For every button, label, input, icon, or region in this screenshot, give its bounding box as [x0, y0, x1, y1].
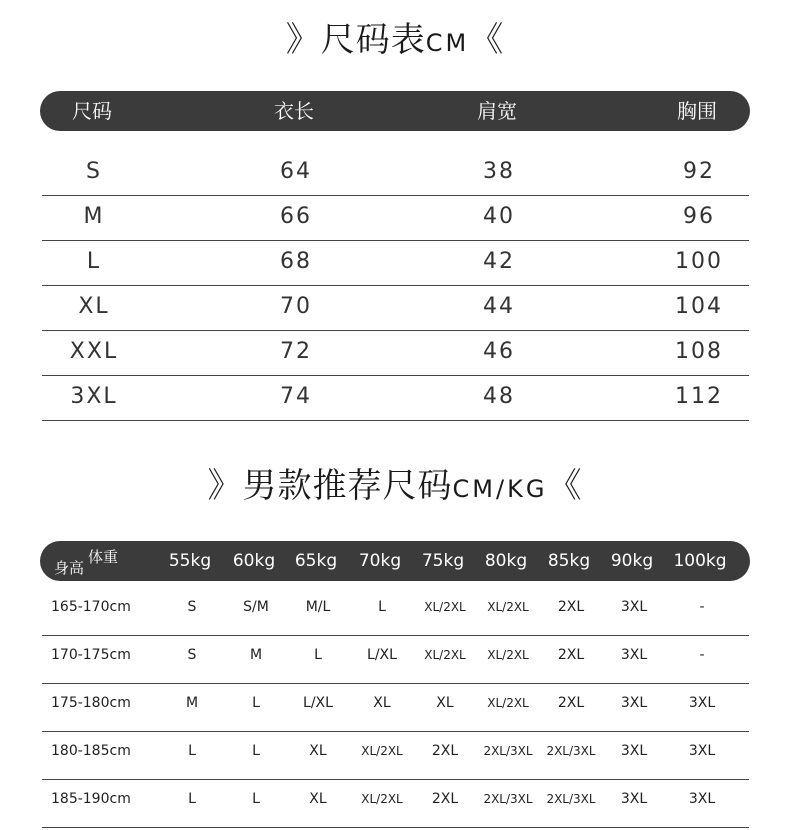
cell-size: L: [86, 249, 102, 274]
cell-size: S: [86, 159, 102, 184]
header-shoulder: 肩宽: [477, 99, 517, 123]
cell-size: XL/2XL: [424, 600, 466, 614]
size-table-title: [0, 12, 790, 61]
header-weight: 85kg: [547, 551, 591, 571]
cell-shoulder: 40: [483, 204, 515, 229]
cell-size: 2XL/3XL: [483, 744, 533, 758]
header-weight: 75kg: [421, 551, 465, 571]
header-weight-label: 体重: [88, 548, 119, 566]
cell-chest: 104: [675, 294, 723, 319]
cell-length: 66: [280, 204, 312, 229]
cell-height: 175-180cm: [51, 695, 131, 711]
cell-size: S: [187, 599, 197, 615]
table-row: [42, 240, 749, 286]
size-table-header: [40, 91, 750, 131]
header-weight: 80kg: [484, 551, 528, 571]
cell-chest: 100: [675, 249, 723, 274]
cell-size: L: [252, 791, 260, 807]
cell-size: XL/2XL: [361, 792, 403, 806]
title-mark-left: 》: [285, 20, 321, 60]
cell-size: 3XL: [70, 384, 118, 409]
cell-size: 3XL: [688, 791, 716, 807]
cell-size: L/XL: [367, 647, 397, 663]
header-weight: 90kg: [610, 551, 654, 571]
cell-size: 2XL: [431, 791, 459, 807]
title-unit: CM/KG: [452, 475, 548, 503]
header-weight: 70kg: [358, 551, 402, 571]
cell-size: 2XL: [557, 599, 585, 615]
title-text: 尺码表: [320, 20, 426, 60]
cell-chest: 108: [675, 339, 723, 364]
cell-size: 2XL/3XL: [546, 792, 596, 806]
table-row: [42, 375, 749, 421]
cell-size: L: [188, 743, 196, 759]
header-chest: 胸围: [677, 99, 717, 123]
cell-size: L: [252, 743, 260, 759]
cell-length: 70: [280, 294, 312, 319]
table-row: [42, 779, 749, 828]
title-unit: CM: [425, 29, 470, 57]
table-row: [42, 731, 749, 780]
cell-length: 64: [280, 159, 312, 184]
cell-size: XL: [373, 695, 391, 711]
header-size: 尺码: [72, 99, 112, 123]
cell-size: M: [185, 695, 199, 711]
header-weight: 65kg: [294, 551, 338, 571]
cell-size: XXL: [69, 339, 119, 364]
title-mark-right: 《: [469, 20, 505, 60]
title-mark-right: 《: [547, 466, 583, 506]
cell-length: 68: [280, 249, 312, 274]
cell-size: -: [699, 647, 705, 663]
cell-shoulder: 46: [483, 339, 515, 364]
cell-size: 3XL: [620, 791, 648, 807]
cell-size: XL/2XL: [487, 696, 529, 710]
cell-chest: 96: [683, 204, 715, 229]
title-mark-left: 》: [207, 466, 243, 506]
cell-size: 3XL: [688, 695, 716, 711]
cell-height: 185-190cm: [51, 791, 131, 807]
cell-size: 3XL: [620, 743, 648, 759]
cell-size: M: [83, 204, 105, 229]
cell-height: 165-170cm: [51, 599, 131, 615]
header-length: 衣长: [274, 99, 314, 123]
title-text: 男款推荐尺码: [242, 466, 453, 506]
table-row: [42, 683, 749, 732]
cell-size: L: [188, 791, 196, 807]
cell-size: XL/2XL: [487, 648, 529, 662]
cell-size: XL: [309, 743, 327, 759]
cell-chest: 112: [675, 384, 723, 409]
cell-height: 180-185cm: [51, 743, 131, 759]
header-weight: 60kg: [232, 551, 276, 571]
header-height-label: 身高: [54, 559, 85, 577]
cell-size: XL: [309, 791, 327, 807]
cell-size: L: [252, 695, 260, 711]
cell-shoulder: 48: [483, 384, 515, 409]
cell-size: 3XL: [688, 743, 716, 759]
cell-size: 2XL/3XL: [546, 744, 596, 758]
table-row: [42, 195, 749, 241]
cell-size: 3XL: [620, 695, 648, 711]
cell-size: L: [314, 647, 322, 663]
cell-size: 2XL: [557, 647, 585, 663]
cell-size: L/XL: [303, 695, 333, 711]
cell-shoulder: 38: [483, 159, 515, 184]
cell-size: 3XL: [620, 599, 648, 615]
cell-size: L: [378, 599, 386, 615]
cell-size: 2XL/3XL: [483, 792, 533, 806]
cell-length: 72: [280, 339, 312, 364]
recommend-table-title: [0, 458, 790, 507]
cell-size: 2XL: [557, 695, 585, 711]
table-row: [42, 285, 749, 331]
cell-size: XL/2XL: [487, 600, 529, 614]
header-weight: 55kg: [168, 551, 212, 571]
table-row: [42, 587, 749, 636]
cell-height: 170-175cm: [51, 647, 131, 663]
table-row: [42, 635, 749, 684]
cell-length: 74: [280, 384, 312, 409]
cell-chest: 92: [683, 159, 715, 184]
cell-size: M: [249, 647, 263, 663]
cell-size: 3XL: [620, 647, 648, 663]
cell-size: XL: [78, 294, 110, 319]
cell-size: M/L: [305, 599, 331, 615]
cell-size: XL: [436, 695, 454, 711]
recommend-table-header: [40, 541, 750, 581]
cell-size: XL/2XL: [424, 648, 466, 662]
cell-shoulder: 42: [483, 249, 515, 274]
cell-size: S: [187, 647, 197, 663]
header-weight: 100kg: [673, 551, 727, 571]
table-row: [42, 330, 749, 376]
cell-size: XL/2XL: [361, 744, 403, 758]
cell-shoulder: 44: [483, 294, 515, 319]
cell-size: -: [699, 599, 705, 615]
cell-size: S/M: [243, 599, 269, 615]
cell-size: 2XL: [431, 743, 459, 759]
table-row: [42, 150, 749, 196]
